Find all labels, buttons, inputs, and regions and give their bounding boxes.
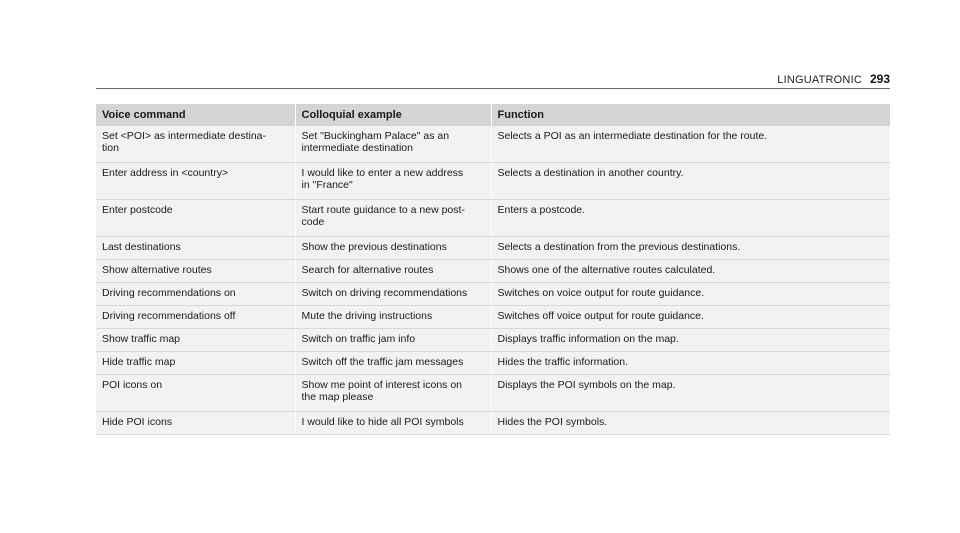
- colloquial-example-cell: Switch on traffic jam info: [295, 329, 491, 352]
- table-row: [96, 306, 890, 329]
- column-header-function: Function: [491, 104, 890, 126]
- colloquial-example-cell: Mute the driving instructions: [295, 306, 491, 329]
- function-cell: Hides the POI symbols.: [491, 412, 890, 435]
- table-row: [96, 283, 890, 306]
- function-cell: Selects a POI as an intermediate destination for the route.: [491, 126, 890, 163]
- function-cell: Selects a destination in another country.: [491, 163, 890, 200]
- table-row: [96, 126, 890, 163]
- colloquial-example-cell: Set "Buckingham Palace" as an intermediate destination: [295, 126, 491, 163]
- header-divider: [96, 88, 890, 89]
- colloquial-example-cell: Switch on driving recommendations: [295, 283, 491, 306]
- page-number: 293: [869, 72, 890, 86]
- function-cell: Switches off voice output for route guidance.: [491, 306, 890, 329]
- colloquial-example-cell: Search for alternative routes: [295, 260, 491, 283]
- colloquial-example-cell: Show the previous destinations: [295, 237, 491, 260]
- voice-command-cell: Hide traffic map: [96, 352, 295, 375]
- voice-command-cell: Driving recommendations on: [96, 283, 295, 306]
- function-cell: Switches on voice output for route guidance.: [491, 283, 890, 306]
- voice-command-cell: Show traffic map: [96, 329, 295, 352]
- colloquial-example-cell: Switch off the traffic jam messages: [295, 352, 491, 375]
- voice-command-cell: Enter address in <country>: [96, 163, 295, 200]
- function-cell: Selects a destination from the previous destinations.: [491, 237, 890, 260]
- table-row: [96, 163, 890, 200]
- colloquial-example-cell: Show me point of interest icons on the map please: [295, 375, 491, 412]
- colloquial-example-cell: I would like to enter a new address in "France": [295, 163, 491, 200]
- voice-command-cell: Hide POI icons: [96, 412, 295, 435]
- section-title: LINGUATRONIC: [777, 74, 862, 86]
- table-row: [96, 329, 890, 352]
- voice-command-table: [96, 104, 890, 435]
- page-header: [777, 72, 890, 86]
- colloquial-example-cell: Start route guidance to a new post- code: [295, 200, 491, 237]
- voice-command-cell: Driving recommendations off: [96, 306, 295, 329]
- voice-command-cell: Last destinations: [96, 237, 295, 260]
- function-cell: Hides the traffic information.: [491, 352, 890, 375]
- column-header-colloquial-example: Colloquial example: [295, 104, 491, 126]
- voice-command-cell: Show alternative routes: [96, 260, 295, 283]
- table-row: [96, 237, 890, 260]
- function-cell: Displays the POI symbols on the map.: [491, 375, 890, 412]
- table-row: [96, 352, 890, 375]
- colloquial-example-cell: I would like to hide all POI symbols: [295, 412, 491, 435]
- voice-command-cell: Enter postcode: [96, 200, 295, 237]
- voice-command-cell: POI icons on: [96, 375, 295, 412]
- column-header-voice-command: Voice command: [96, 104, 295, 126]
- table-row: [96, 375, 890, 412]
- function-cell: Shows one of the alternative routes calculated.: [491, 260, 890, 283]
- table-row: [96, 412, 890, 435]
- function-cell: Enters a postcode.: [491, 200, 890, 237]
- voice-command-cell: Set <POI> as intermediate destina- tion: [96, 126, 295, 163]
- table-row: [96, 260, 890, 283]
- table-row: [96, 200, 890, 237]
- function-cell: Displays traffic information on the map.: [491, 329, 890, 352]
- table-header-row: [96, 104, 890, 126]
